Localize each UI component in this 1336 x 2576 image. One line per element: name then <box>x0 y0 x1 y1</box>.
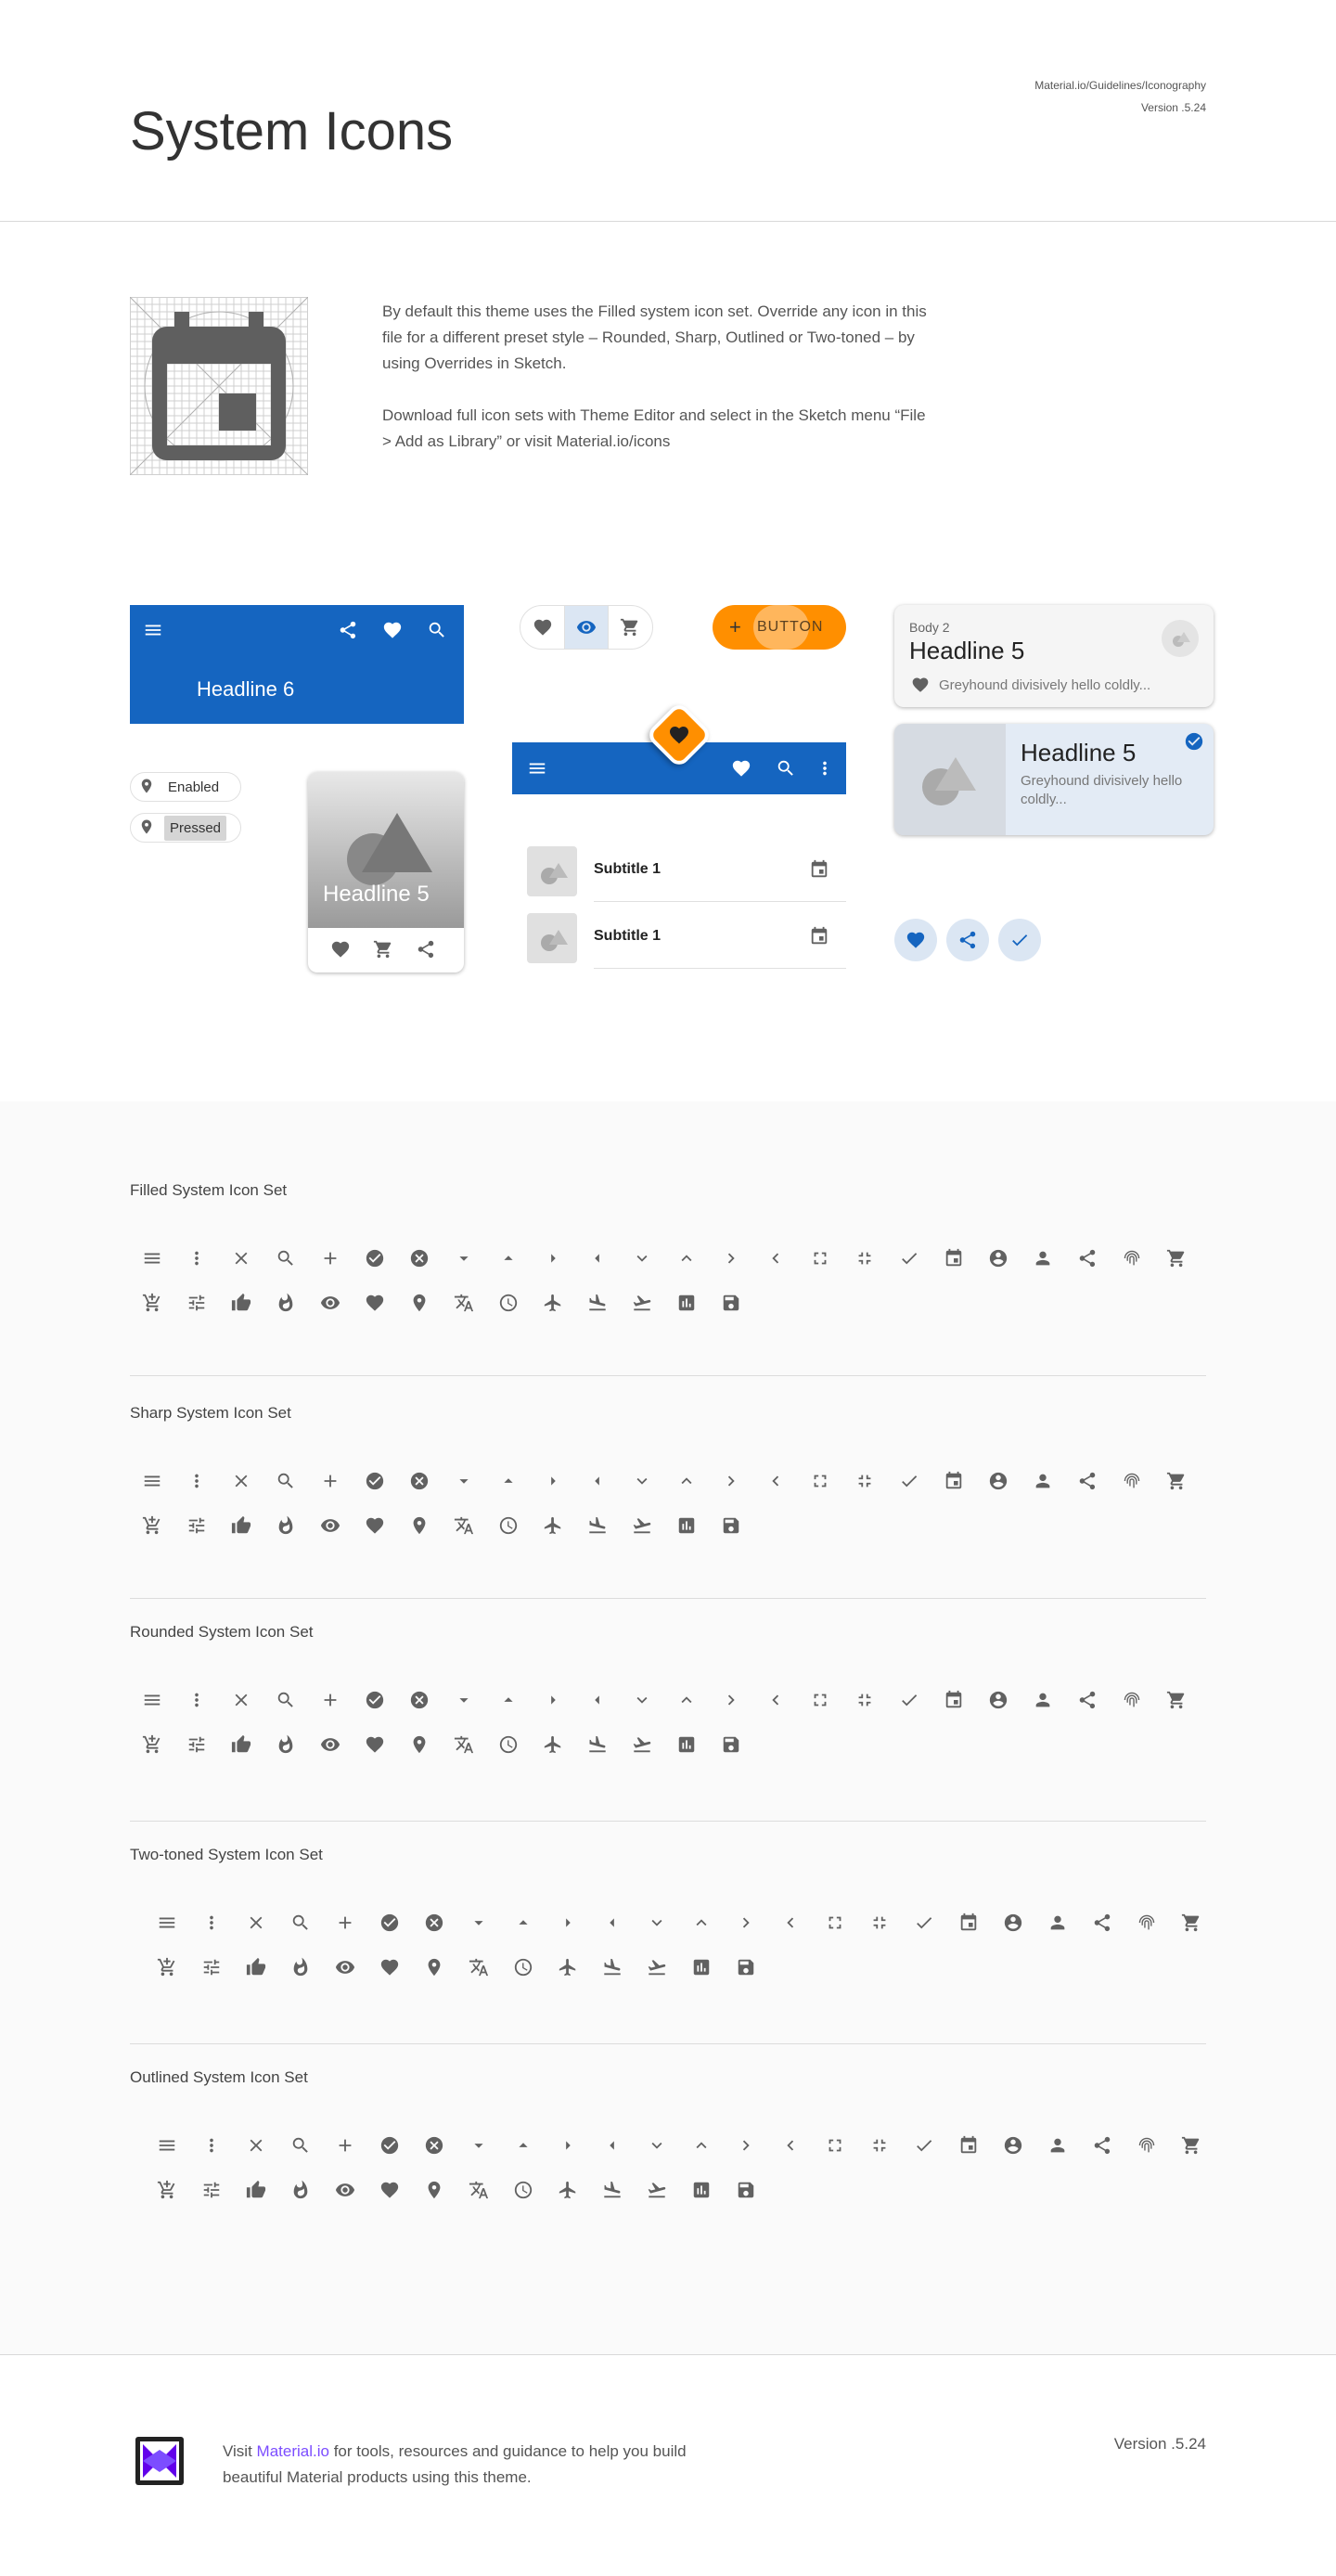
chevron-right-icon <box>709 1678 753 1722</box>
flight-takeoff-icon <box>635 1945 679 1990</box>
flight-land-icon <box>575 1503 620 1548</box>
arrow-left-icon <box>590 1900 635 1945</box>
close-icon <box>219 1459 263 1503</box>
fullscreen-exit-icon <box>842 1236 887 1281</box>
expand-more-icon <box>620 1236 664 1281</box>
image-card-title: Headline 5 <box>323 882 430 907</box>
image-card-media <box>308 772 464 928</box>
translate-icon <box>442 1722 486 1767</box>
add-shopping-cart-icon <box>145 1945 189 1990</box>
schedule-icon <box>501 1945 546 1990</box>
cancel-icon <box>412 2123 456 2168</box>
divider <box>0 2354 1336 2355</box>
add-icon <box>308 1236 353 1281</box>
meta-link[interactable]: Material.io/Guidelines/Iconography <box>1034 79 1206 92</box>
icon-set-title: Two-toned System Icon Set <box>130 1846 323 1863</box>
flight-takeoff-icon <box>620 1281 664 1325</box>
card-selected[interactable] <box>894 724 1214 835</box>
whatshot-icon <box>263 1281 308 1325</box>
favorite-icon[interactable] <box>731 758 752 783</box>
tune-icon <box>174 1503 219 1548</box>
divider <box>130 1375 1206 1376</box>
expand-more-icon <box>635 2123 679 2168</box>
card-overline: Body 2 <box>909 620 950 635</box>
expand-more-icon <box>635 1900 679 1945</box>
arrow-left-icon <box>575 1236 620 1281</box>
visibility-icon <box>323 2168 367 2212</box>
fingerprint-icon <box>1124 1900 1169 1945</box>
divider <box>0 221 1336 222</box>
more-vert-icon <box>189 1900 234 1945</box>
share-round-button[interactable] <box>946 919 989 961</box>
whatshot-icon <box>263 1503 308 1548</box>
menu-icon[interactable] <box>143 620 163 645</box>
share-icon <box>1080 1900 1124 1945</box>
event-icon <box>931 1459 976 1503</box>
place-icon <box>397 1722 442 1767</box>
expand-less-icon <box>679 1900 724 1945</box>
visibility-icon <box>308 1722 353 1767</box>
chevron-left-icon <box>753 1678 798 1722</box>
divider <box>130 2043 1206 2044</box>
flight-takeoff-icon <box>620 1503 664 1548</box>
intro-paragraph-1: By default this theme uses the Filled system icon set. Override any icon in this file for a different preset style – Rounded, Sharp, Outlined or Two-toned – by using Overrides in Sketch. <box>382 303 927 372</box>
cancel-icon <box>397 1236 442 1281</box>
avatar <box>1162 620 1199 657</box>
share-icon <box>1080 2123 1124 2168</box>
save-icon <box>724 2168 768 2212</box>
fullscreen-icon <box>813 2123 857 2168</box>
fingerprint-icon <box>1110 1459 1154 1503</box>
footer-text: Visit Material.io for tools, resources and guidance to help you build beautiful Material products using this theme. <box>223 2442 687 2486</box>
chevron-right-icon <box>709 1459 753 1503</box>
check-round-button[interactable] <box>998 919 1041 961</box>
assessment-icon <box>679 1945 724 1990</box>
share-icon <box>1065 1459 1110 1503</box>
assessment-icon <box>664 1281 709 1325</box>
menu-icon <box>130 1678 174 1722</box>
theme-logo <box>135 2437 184 2485</box>
more-vert-icon[interactable] <box>815 758 835 783</box>
avatar <box>527 913 577 963</box>
card-title: Headline 5 <box>1021 739 1137 766</box>
schedule-icon <box>486 1503 531 1548</box>
cancel-icon <box>397 1459 442 1503</box>
save-icon <box>709 1281 753 1325</box>
arrow-left-icon <box>590 2123 635 2168</box>
arrow-right-icon <box>531 1678 575 1722</box>
icon-row <box>145 1945 768 1990</box>
list-item[interactable] <box>512 902 846 969</box>
favorite-icon <box>367 1945 412 1990</box>
intro-description <box>382 299 939 455</box>
add-icon: + <box>729 615 741 638</box>
arrow-right-icon <box>546 2123 590 2168</box>
icon-set-title: Outlined System Icon Set <box>130 2068 308 2086</box>
chevron-left-icon <box>753 1459 798 1503</box>
card-headline[interactable] <box>894 605 1214 707</box>
check-icon <box>902 1900 946 1945</box>
flight-takeoff-icon <box>635 2168 679 2212</box>
button-label: BUTTON <box>757 619 824 635</box>
flight-icon <box>546 2168 590 2212</box>
list-item[interactable] <box>512 835 846 902</box>
search-icon[interactable] <box>776 758 796 783</box>
icon-row <box>145 1900 1214 1945</box>
share-icon <box>1065 1678 1110 1722</box>
share-icon[interactable] <box>416 939 436 964</box>
divider <box>130 1598 1206 1599</box>
check-circle-icon <box>367 2123 412 2168</box>
chevron-left-icon <box>768 2123 813 2168</box>
schedule-icon <box>501 2168 546 2212</box>
close-icon <box>234 2123 278 2168</box>
more-vert-icon <box>174 1236 219 1281</box>
cart-toggle[interactable] <box>609 606 652 649</box>
account-circle-icon <box>976 1459 1021 1503</box>
icon-row <box>130 1678 1199 1722</box>
expand-more-icon <box>620 1678 664 1722</box>
chevron-right-icon <box>724 2123 768 2168</box>
arrow-drop-down-icon <box>456 2123 501 2168</box>
icon-row <box>130 1281 753 1325</box>
app-bar-title: Headline 6 <box>197 677 295 701</box>
fullscreen-icon <box>798 1236 842 1281</box>
close-icon <box>219 1678 263 1722</box>
divider <box>130 1821 1206 1822</box>
translate-icon <box>442 1503 486 1548</box>
header-meta <box>1034 74 1206 119</box>
arrow-drop-up-icon <box>486 1236 531 1281</box>
fingerprint-icon <box>1124 2123 1169 2168</box>
whatshot-icon <box>263 1722 308 1767</box>
tune-icon <box>189 2168 234 2212</box>
footer-version: Version .5.24 <box>1113 2435 1206 2453</box>
place-icon <box>412 1945 456 1990</box>
arrow-right-icon <box>531 1236 575 1281</box>
visibility-toggle[interactable] <box>564 606 608 649</box>
add-icon <box>308 1678 353 1722</box>
favorite-icon <box>353 1503 397 1548</box>
fullscreen-exit-icon <box>857 1900 902 1945</box>
chevron-left-icon <box>768 1900 813 1945</box>
flight-icon <box>531 1281 575 1325</box>
thumb-up-icon <box>219 1281 263 1325</box>
close-icon <box>234 1900 278 1945</box>
share-icon[interactable] <box>338 620 358 645</box>
menu-icon[interactable] <box>527 758 547 783</box>
material-io-link[interactable]: Material.io <box>256 2442 329 2460</box>
fingerprint-icon <box>1110 1678 1154 1722</box>
list <box>512 835 846 972</box>
expand-more-icon <box>620 1459 664 1503</box>
image-card[interactable] <box>308 772 464 972</box>
arrow-drop-down-icon <box>442 1459 486 1503</box>
place-icon <box>138 818 157 837</box>
arrow-right-icon <box>546 1900 590 1945</box>
person-icon <box>1035 1900 1080 1945</box>
whatshot-icon <box>278 2168 323 2212</box>
chip-pressed[interactable] <box>130 813 241 843</box>
expand-less-icon <box>679 2123 724 2168</box>
list-item-title: Subtitle 1 <box>594 928 662 944</box>
account-circle-icon <box>991 2123 1035 2168</box>
arrow-drop-up-icon <box>486 1459 531 1503</box>
search-icon <box>263 1459 308 1503</box>
place-icon <box>397 1503 442 1548</box>
assessment-icon <box>664 1722 709 1767</box>
arrow-left-icon <box>575 1459 620 1503</box>
expand-less-icon <box>664 1459 709 1503</box>
search-icon <box>278 2123 323 2168</box>
favorite-icon[interactable] <box>330 939 351 964</box>
tune-icon <box>174 1281 219 1325</box>
schedule-icon <box>486 1281 531 1325</box>
fingerprint-icon <box>1110 1236 1154 1281</box>
cancel-icon <box>412 1900 456 1945</box>
add-icon <box>323 2123 367 2168</box>
favorite-icon[interactable] <box>382 620 403 645</box>
fullscreen-icon <box>798 1459 842 1503</box>
assessment-icon <box>664 1503 709 1548</box>
icon-row <box>130 1236 1199 1281</box>
check-circle-icon <box>1184 731 1204 756</box>
shopping-cart-icon[interactable] <box>373 939 393 964</box>
list-item-title: Subtitle 1 <box>594 861 662 877</box>
check-icon <box>902 2123 946 2168</box>
add-shopping-cart-icon <box>130 1503 174 1548</box>
fullscreen-icon <box>798 1678 842 1722</box>
check-icon <box>887 1678 931 1722</box>
visibility-icon <box>308 1281 353 1325</box>
chevron-left-icon <box>753 1236 798 1281</box>
card-media <box>894 724 1006 835</box>
avatar <box>527 846 577 896</box>
fullscreen-exit-icon <box>842 1459 887 1503</box>
expand-less-icon <box>664 1236 709 1281</box>
favorite-round-button[interactable] <box>894 919 937 961</box>
arrow-drop-up-icon <box>486 1678 531 1722</box>
event-icon <box>946 1900 991 1945</box>
favorite-icon <box>353 1722 397 1767</box>
event-icon[interactable] <box>809 859 829 884</box>
flight-land-icon <box>575 1722 620 1767</box>
chip-enabled-label: Enabled <box>168 779 220 795</box>
place-icon <box>397 1281 442 1325</box>
search-icon <box>263 1236 308 1281</box>
page-title: System Icons <box>130 101 454 161</box>
check-circle-icon <box>353 1678 397 1722</box>
arrow-drop-up-icon <box>501 1900 546 1945</box>
flight-land-icon <box>575 1281 620 1325</box>
tune-icon <box>189 1945 234 1990</box>
event-icon <box>931 1678 976 1722</box>
add-shopping-cart-icon <box>130 1722 174 1767</box>
visibility-icon <box>308 1503 353 1548</box>
translate-icon <box>442 1281 486 1325</box>
icon-set-title: Sharp System Icon Set <box>130 1404 291 1422</box>
account-circle-icon <box>976 1678 1021 1722</box>
check-icon <box>887 1459 931 1503</box>
shopping-cart-icon <box>1154 1678 1199 1722</box>
visibility-icon <box>323 1945 367 1990</box>
check-circle-icon <box>353 1459 397 1503</box>
chevron-right-icon <box>724 1900 768 1945</box>
place-icon <box>138 778 157 796</box>
check-circle-icon <box>367 1900 412 1945</box>
fullscreen-exit-icon <box>842 1678 887 1722</box>
arrow-right-icon <box>531 1459 575 1503</box>
extended-button[interactable] <box>713 605 846 650</box>
expand-less-icon <box>664 1678 709 1722</box>
shopping-cart-icon <box>1154 1459 1199 1503</box>
icon-set-title: Filled System Icon Set <box>130 1181 288 1199</box>
translate-icon <box>456 1945 501 1990</box>
icon-row <box>130 1459 1199 1503</box>
person-icon <box>1021 1459 1065 1503</box>
more-vert-icon <box>174 1678 219 1722</box>
person-icon <box>1021 1236 1065 1281</box>
favorite-icon <box>353 1281 397 1325</box>
add-shopping-cart-icon <box>130 1281 174 1325</box>
flight-icon <box>546 1945 590 1990</box>
save-icon <box>709 1722 753 1767</box>
favorite-toggle[interactable] <box>520 606 564 649</box>
account-circle-icon <box>976 1236 1021 1281</box>
add-shopping-cart-icon <box>145 2168 189 2212</box>
add-icon <box>323 1900 367 1945</box>
shopping-cart-icon <box>1169 2123 1214 2168</box>
card-body: Greyhound divisively hello coldly... <box>1021 773 1183 807</box>
arrow-drop-down-icon <box>442 1678 486 1722</box>
card-title: Headline 5 <box>909 637 1025 664</box>
arrow-drop-down-icon <box>456 1900 501 1945</box>
thumb-up-icon <box>234 1945 278 1990</box>
shopping-cart-icon <box>1169 1900 1214 1945</box>
save-icon <box>724 1945 768 1990</box>
top-app-bar <box>130 605 464 724</box>
shopping-cart-icon <box>1154 1236 1199 1281</box>
check-icon <box>887 1236 931 1281</box>
tune-icon <box>174 1722 219 1767</box>
event-icon <box>946 2123 991 2168</box>
whatshot-icon <box>278 1945 323 1990</box>
icon-row <box>145 2168 768 2212</box>
flight-land-icon <box>590 2168 635 2212</box>
share-icon <box>1065 1236 1110 1281</box>
flight-takeoff-icon <box>620 1722 664 1767</box>
card-body: Greyhound divisively hello coldly... <box>939 677 1151 693</box>
favorite-icon <box>367 2168 412 2212</box>
search-icon <box>263 1678 308 1722</box>
search-icon[interactable] <box>427 620 447 645</box>
check-circle-icon <box>353 1236 397 1281</box>
icon-row <box>130 1503 753 1548</box>
chip-pressed-label: Pressed <box>164 816 226 841</box>
event-icon[interactable] <box>809 926 829 951</box>
place-icon <box>412 2168 456 2212</box>
close-icon <box>219 1236 263 1281</box>
keyline-grid-event-icon <box>130 297 308 475</box>
cancel-icon <box>397 1678 442 1722</box>
arrow-drop-down-icon <box>442 1236 486 1281</box>
more-vert-icon <box>189 2123 234 2168</box>
menu-icon <box>145 2123 189 2168</box>
person-icon <box>1035 2123 1080 2168</box>
thumb-up-icon <box>219 1503 263 1548</box>
search-icon <box>278 1900 323 1945</box>
add-icon <box>308 1459 353 1503</box>
thumb-up-icon <box>219 1722 263 1767</box>
icon-row <box>145 2123 1214 2168</box>
event-icon <box>931 1236 976 1281</box>
favorite-icon <box>668 724 690 746</box>
menu-icon <box>145 1900 189 1945</box>
menu-icon <box>130 1236 174 1281</box>
meta-version: Version .5.24 <box>1140 101 1206 114</box>
flight-land-icon <box>590 1945 635 1990</box>
more-vert-icon <box>174 1459 219 1503</box>
fullscreen-icon <box>813 1900 857 1945</box>
assessment-icon <box>679 2168 724 2212</box>
person-icon <box>1021 1678 1065 1722</box>
account-circle-icon <box>991 1900 1035 1945</box>
chevron-right-icon <box>709 1236 753 1281</box>
icon-set-title: Rounded System Icon Set <box>130 1623 314 1641</box>
toggle-button-group <box>520 605 653 650</box>
arrow-left-icon <box>575 1678 620 1722</box>
thumb-up-icon <box>234 2168 278 2212</box>
fullscreen-exit-icon <box>857 2123 902 2168</box>
save-icon <box>709 1503 753 1548</box>
menu-icon <box>130 1459 174 1503</box>
favorite-icon[interactable] <box>911 676 930 699</box>
intro-paragraph-2: Download full icon sets with Theme Editor and select in the Sketch menu “File > Add as Library” or visit Material.io/icons <box>382 406 926 450</box>
translate-icon <box>456 2168 501 2212</box>
schedule-icon <box>486 1722 531 1767</box>
chip-enabled[interactable] <box>130 772 241 802</box>
arrow-drop-up-icon <box>501 2123 546 2168</box>
flight-icon <box>531 1503 575 1548</box>
flight-icon <box>531 1722 575 1767</box>
icon-row <box>130 1722 753 1767</box>
